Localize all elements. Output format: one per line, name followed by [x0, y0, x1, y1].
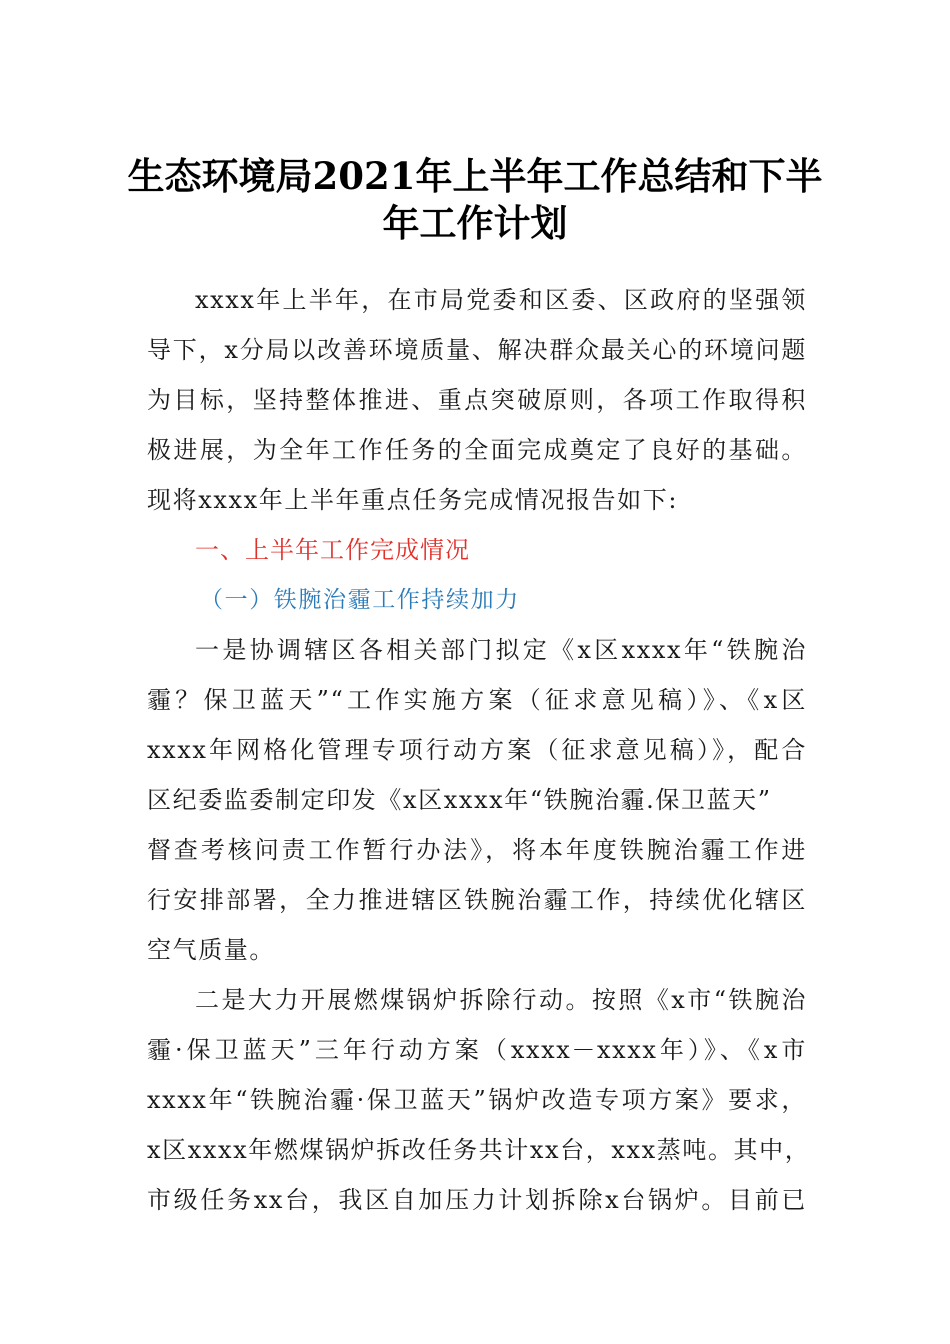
paragraph-line: 霾？保卫蓝天”“工作实施方案（征求意见稿）》、《x区 — [147, 686, 807, 714]
paragraph-line: 督查考核问责工作暂行办法》，将本年度铁腕治霾工作进 — [147, 836, 807, 864]
intro-line: xxxx年上半年，在市局党委和区委、区政府的坚强领 — [195, 286, 807, 314]
paragraph-line: 市级任务xx台，我区自加压力计划拆除x台锅炉。目前已 — [147, 1186, 807, 1214]
intro-line: 现将xxxx年上半年重点任务完成情况报告如下: — [147, 486, 679, 514]
intro-line: 极进展，为全年工作任务的全面完成奠定了良好的基础。 — [147, 436, 807, 464]
paragraph-line: xxxx年“铁腕治霾·保卫蓝天”锅炉改造专项方案》要求， — [147, 1086, 807, 1114]
paragraph-line: 空气质量。 — [147, 936, 275, 964]
paragraph-line: 行安排部署，全力推进辖区铁腕治霾工作，持续优化辖区 — [147, 886, 807, 914]
section-heading: 一、上半年工作完成情况 — [195, 536, 470, 564]
paragraph-line: 二是大力开展燃煤锅炉拆除行动。按照《x市“铁腕治 — [195, 986, 807, 1014]
paragraph-line: 霾·保卫蓝天”三年行动方案（xxxx－xxxx年）》、《x市 — [147, 1036, 807, 1064]
paragraph-line: 区纪委监委制定印发《x区xxxx年“铁腕治霾.保卫蓝天” — [147, 786, 772, 814]
intro-line: 导下，x分局以改善环境质量、解决群众最关心的环境问题 — [147, 336, 807, 364]
document-title-line2: 年工作计划 — [382, 201, 568, 245]
intro-line: 为目标，坚持整体推进、重点突破原则，各项工作取得积 — [147, 386, 807, 414]
document-title-line1: 生态环境局2021年上半年工作总结和下半 — [127, 154, 823, 198]
paragraph-line: 一是协调辖区各相关部门拟定《x区xxxx年“铁腕治 — [195, 636, 807, 664]
subsection-heading: （一）铁腕治霾工作持续加力 — [200, 587, 520, 613]
paragraph-line: xxxx年网格化管理专项行动方案（征求意见稿）》，配合 — [147, 736, 807, 764]
paragraph-line: x区xxxx年燃煤锅炉拆改任务共计xx台，xxx蒸吨。其中， — [147, 1136, 811, 1164]
